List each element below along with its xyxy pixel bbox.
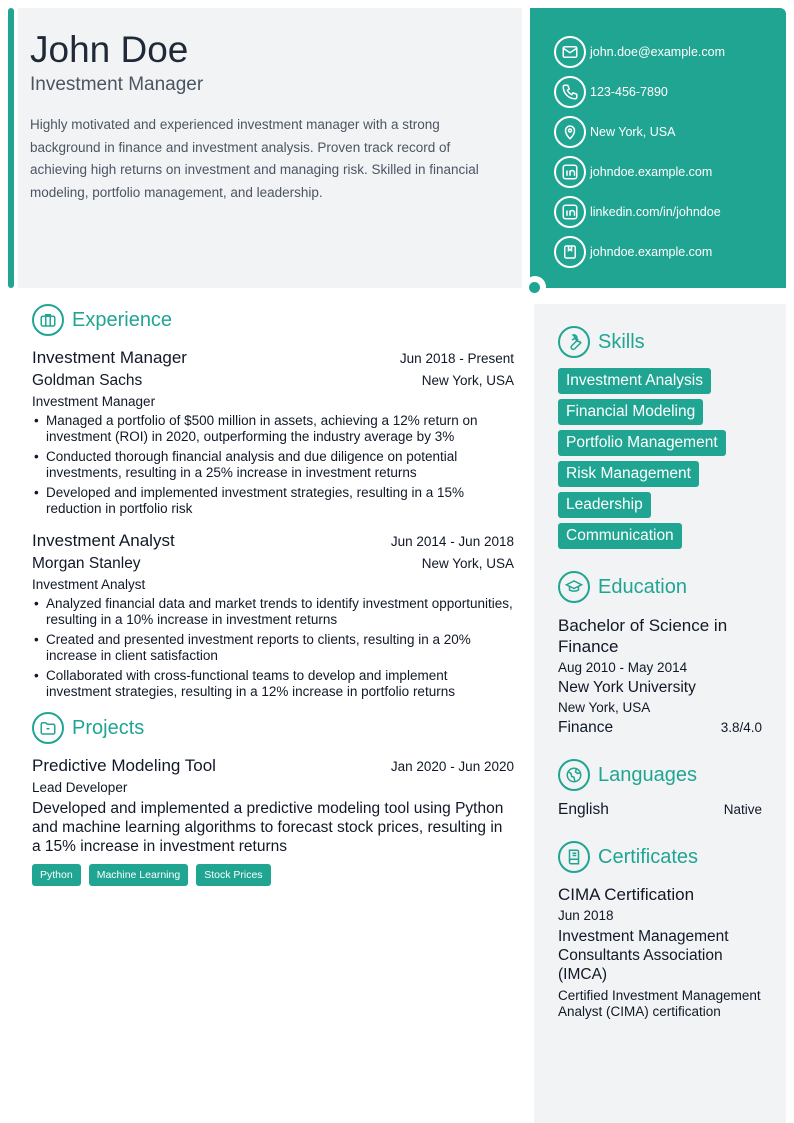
- language-row: [558, 801, 762, 819]
- bookmark-icon: [554, 236, 586, 268]
- job-bullet: • Developed and implemented investment strategies, resulting in a 15% reduction in portfolio risk: [32, 485, 514, 517]
- skill-tag: Portfolio Management: [558, 430, 726, 456]
- company: Goldman Sachs: [32, 372, 143, 389]
- job-bullets: [32, 413, 514, 517]
- contact-portfolio-text: johndoe.example.com: [590, 245, 713, 259]
- skill-tag: Financial Modeling: [558, 399, 703, 425]
- education-field: Finance: [558, 719, 614, 736]
- sidebar: [534, 304, 786, 1123]
- language-name: English: [558, 801, 609, 818]
- graduation-cap-icon: [558, 571, 590, 603]
- skill-tag: Leadership: [558, 492, 651, 518]
- education-title: Education: [598, 575, 687, 598]
- job-bullet: • Collaborated with cross-functional teams to develop and implement investment strategies, resulting in a 12% increase in portfolio returns: [32, 668, 514, 700]
- project-dates: Jan 2020 - Jun 2020: [390, 759, 514, 774]
- job-bullet: • Conducted thorough financial analysis and due diligence on potential investments, resulting in a 25% increase in investment returns: [32, 449, 514, 481]
- certificate-date: Jun 2018: [558, 908, 614, 923]
- contact-email[interactable]: [554, 32, 786, 72]
- contact-panel: [530, 8, 786, 288]
- mail-icon: [554, 36, 586, 68]
- contact-linkedin-text: linkedin.com/in/johndoe: [590, 205, 721, 219]
- skills-list: [558, 368, 762, 549]
- job-title: Investment Analyst: [32, 531, 175, 550]
- experience-title: Experience: [72, 308, 173, 331]
- project-tag: Python: [32, 864, 81, 886]
- contact-location-text: New York, USA: [590, 125, 676, 139]
- certificates-title: Certificates: [598, 845, 699, 868]
- education-location: New York, USA: [558, 700, 651, 715]
- education-degree: Bachelor of Science in Finance: [558, 616, 728, 656]
- skill-tag: Communication: [558, 523, 682, 549]
- phone-icon: [554, 76, 586, 108]
- projects-heading: [32, 712, 514, 744]
- certificate-description: Certified Investment Management Analyst (CIMA) certification: [558, 988, 761, 1019]
- job-bullet: • Created and presented investment reports to clients, resulting in a 20% increase in client satisfaction: [32, 632, 514, 664]
- briefcase-icon: [32, 304, 64, 336]
- experience-item: [32, 348, 514, 517]
- education-school: New York University: [558, 679, 696, 696]
- contact-phone[interactable]: [554, 72, 786, 112]
- languages-heading: [558, 759, 762, 791]
- skill-tag: Risk Management: [558, 461, 699, 487]
- project-title: Predictive Modeling Tool: [32, 756, 216, 775]
- certificate-icon: [558, 841, 590, 873]
- header-panel: [18, 8, 522, 288]
- job-bullets: [32, 596, 514, 700]
- contact-portfolio[interactable]: [554, 232, 786, 272]
- project-tag: Stock Prices: [196, 864, 270, 886]
- certificate-issuer: Investment Management Consultants Association (IMCA): [558, 928, 729, 983]
- header-accent-bar: [8, 8, 14, 288]
- skill-tag: Investment Analysis: [558, 368, 711, 394]
- skills-title: Skills: [598, 330, 645, 353]
- contact-website-text: johndoe.example.com: [590, 165, 713, 179]
- candidate-name: John Doe: [30, 29, 189, 70]
- summary: Highly motivated and experienced investment manager with a strong background in finance and investment analysis. Proven track record of achieving high returns on investment and managing risk. Skilled in financial modeling, portfolio management, and leadership.: [30, 117, 479, 200]
- company: Morgan Stanley: [32, 555, 141, 572]
- education-field-row: [558, 719, 762, 737]
- certificate-title: CIMA Certification: [558, 885, 695, 904]
- timeline-dot: [529, 282, 540, 293]
- location-icon: [554, 116, 586, 148]
- contact-phone-text: 123-456-7890: [590, 85, 668, 99]
- globe-icon: [558, 759, 590, 791]
- job-location: New York, USA: [421, 556, 514, 571]
- experience-heading: [32, 304, 514, 336]
- education-dates: Aug 2010 - May 2014: [558, 660, 688, 675]
- project-role: Lead Developer: [32, 780, 128, 795]
- main-column: [32, 304, 514, 886]
- language-level: Native: [723, 802, 762, 817]
- job-location: New York, USA: [421, 373, 514, 388]
- linkedin-icon: [554, 196, 586, 228]
- languages-title: Languages: [598, 763, 697, 786]
- contact-email-text: john.doe@example.com: [590, 45, 725, 59]
- certificates-heading: [558, 841, 762, 873]
- project-description: Developed and implemented a predictive modeling tool using Python and machine learning algorithms to forecast stock prices, resulting in a 15% increase in investment returns: [32, 800, 504, 855]
- project-tag: Machine Learning: [89, 864, 188, 886]
- wrench-icon: [558, 326, 590, 358]
- contact-location: [554, 112, 786, 152]
- project-tags: [32, 864, 514, 886]
- experience-item: [32, 531, 514, 700]
- job-role: Investment Manager: [32, 394, 156, 409]
- job-dates: Jun 2014 - Jun 2018: [390, 534, 514, 549]
- skills-heading: [558, 326, 762, 358]
- contact-linkedin[interactable]: [554, 192, 786, 232]
- linkedin-icon: [554, 156, 586, 188]
- job-bullet: • Managed a portfolio of $500 million in assets, achieving a 12% return on investment (ROI) in 2020, outperforming the industry average by 3%: [32, 413, 514, 445]
- contact-website[interactable]: [554, 152, 786, 192]
- education-gpa: 3.8/4.0: [720, 720, 762, 735]
- education-heading: [558, 571, 762, 603]
- project-item: [32, 756, 514, 886]
- folder-icon: [32, 712, 64, 744]
- job-role: Investment Analyst: [32, 577, 146, 592]
- job-bullet: • Analyzed financial data and market trends to identify investment opportunities, resulting in a 10% increase in investment returns: [32, 596, 514, 628]
- job-title: Investment Manager: [32, 348, 187, 367]
- projects-title: Projects: [72, 716, 145, 739]
- job-dates: Jun 2018 - Present: [399, 351, 514, 366]
- candidate-title: Investment Manager: [30, 74, 204, 95]
